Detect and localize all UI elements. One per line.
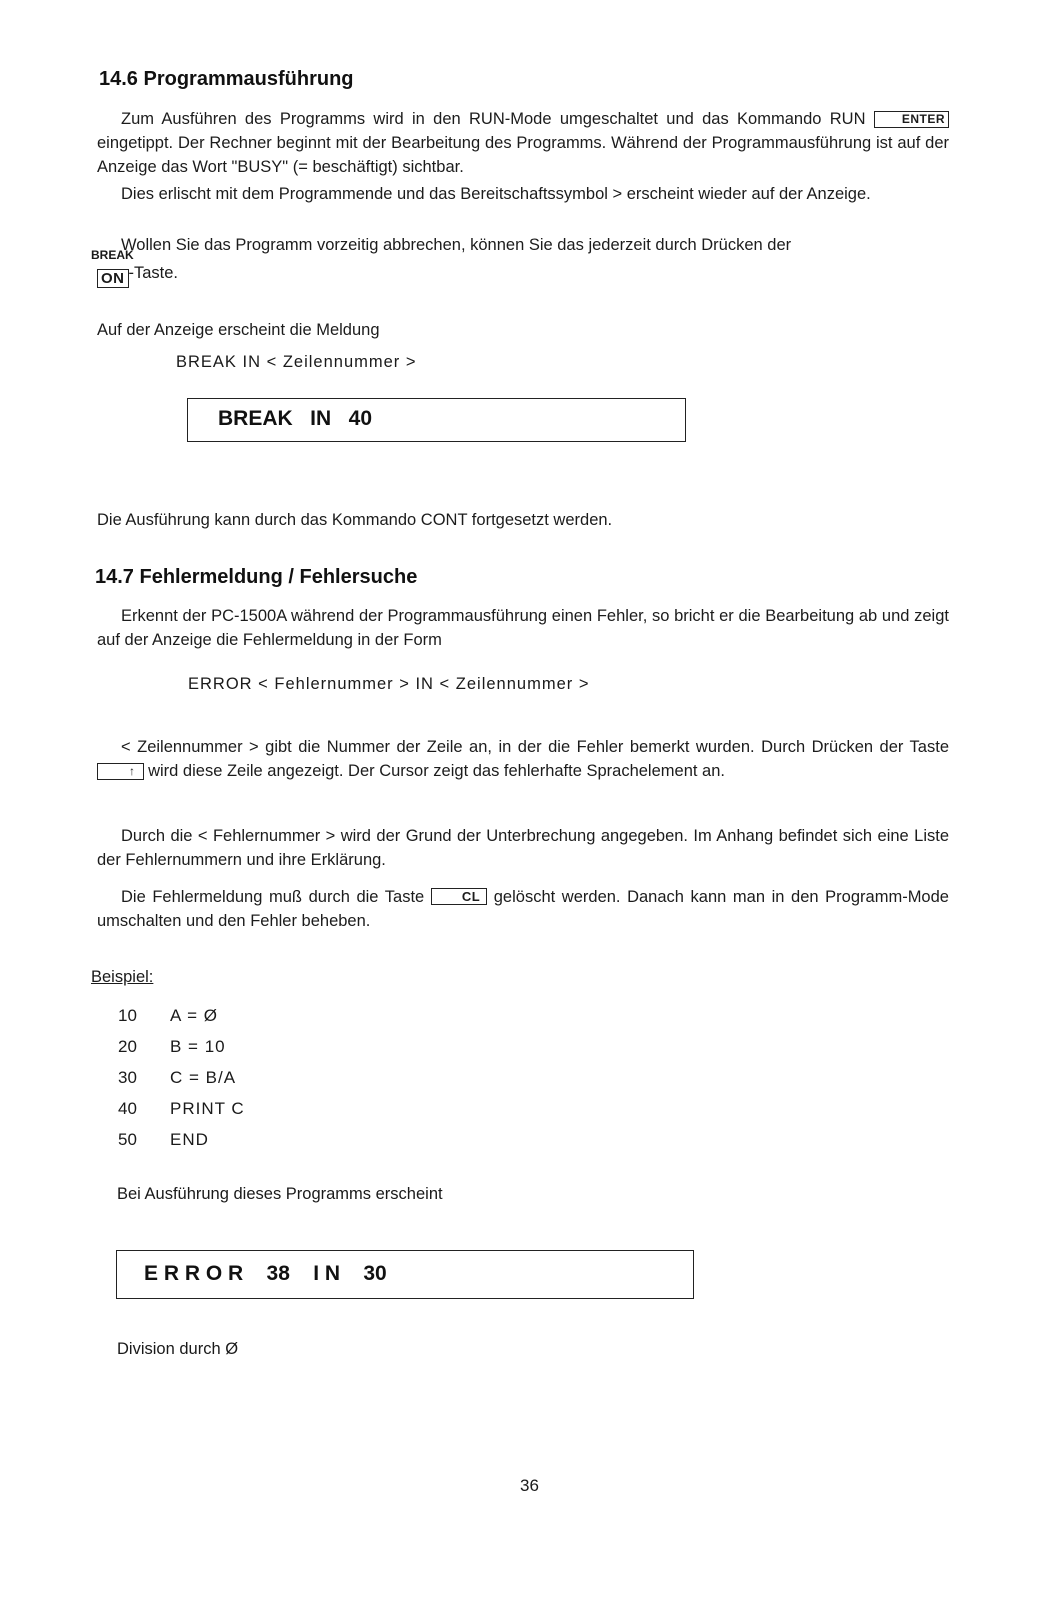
program-listing (118, 1000, 245, 1155)
paragraph-run-mode (97, 107, 949, 179)
lcd-display-break (187, 398, 686, 442)
lcd-display-error-text: E R R O R 38 I N 30 (144, 1262, 387, 1285)
line-number: 30 (118, 1068, 137, 1087)
line-number: 20 (118, 1037, 137, 1056)
example-label: Beispiel: (91, 968, 154, 986)
paragraph-error-number: Durch die < Fehlernummer > wird der Grund der Unterbrechung angegeben. Im Anhang befindet sich eine Liste der Fehlernummern und ihre Erklärung. (97, 827, 949, 869)
error-format: ERROR < Fehlernummer > IN < Zeilennummer > (188, 675, 590, 693)
line-code: C = B/A (170, 1068, 237, 1087)
program-line (118, 1093, 245, 1124)
page-number: 36 (520, 1476, 539, 1495)
paragraph-line-number-text-b: wird diese Zeile angezeigt. Der Cursor zeigt das fehlerhafte Sprachelement an. (148, 762, 725, 780)
paragraph-ready-symbol: Dies erlischt mit dem Programmende und das Bereitschaftssymbol > erscheint wieder auf der Anzeige. (121, 185, 871, 203)
cl-key: CL (431, 888, 487, 905)
up-arrow-key: ↑ (97, 763, 144, 780)
line-number: 40 (118, 1099, 137, 1118)
program-line (118, 1062, 245, 1093)
paragraph-line-number-text-a: < Zeilennummer > gibt die Nummer der Zeile an, in der die Fehler bemerkt wurden. Durch Drücken der Taste (121, 738, 949, 756)
program-line (118, 1124, 245, 1155)
taste-suffix: -Taste. (128, 264, 179, 282)
section-heading-14-7: 14.7 Fehlermeldung / Fehlersuche (95, 566, 418, 588)
program-line (118, 1000, 245, 1031)
program-line (118, 1031, 245, 1062)
paragraph-run-mode-text-a: Zum Ausführen des Programms wird in den RUN-Mode umgeschaltet und das Kommando RUN (121, 110, 866, 128)
break-key-label: BREAK (91, 248, 134, 262)
paragraph-error-detect: Erkennt der PC-1500A während der Programmausführung einen Fehler, so bricht er die Bearbeitung ab und zeigt auf der Anzeige die Fehlermeldung in der Form (97, 607, 949, 649)
paragraph-clear-error-text-a: Die Fehlermeldung muß durch die Taste (121, 888, 425, 906)
line-number: 10 (118, 1006, 137, 1025)
paragraph-program-output: Bei Ausführung dieses Programms erscheint (117, 1185, 443, 1203)
line-number: 50 (118, 1130, 137, 1149)
break-format: BREAK IN < Zeilennummer > (176, 353, 417, 371)
line-code: END (170, 1130, 209, 1149)
line-code: PRINT C (170, 1099, 245, 1118)
paragraph-clear-error-text-b: gelöscht werden. Danach kann man in den Programm-Mode umschalten und den Fehler beheben. (97, 888, 949, 930)
paragraph-clear-error (97, 885, 949, 933)
paragraph-run-mode-text-b: eingetippt. Der Rechner beginnt mit der Bearbeitung des Programms. Während der Programmausführung ist auf der Anzeige das Wort "BUSY" (= beschäftigt) sichtbar. (97, 134, 949, 176)
division-note: Division durch Ø (117, 1340, 239, 1358)
lcd-display-error (116, 1250, 694, 1299)
lcd-display-break-text: BREAK IN 40 (218, 407, 373, 430)
paragraph-break-hint: Wollen Sie das Programm vorzeitig abbrechen, können Sie das jederzeit durch Drücken der (121, 236, 792, 254)
enter-key: ENTER (874, 111, 949, 128)
section-heading-14-6: 14.6 Programmausführung (99, 68, 354, 90)
paragraph-cont: Die Ausführung kann durch das Kommando CONT fortgesetzt werden. (97, 511, 613, 529)
line-code: B = 10 (170, 1037, 226, 1056)
paragraph-message: Auf der Anzeige erscheint die Meldung (97, 321, 380, 339)
on-key-line (97, 264, 178, 289)
on-key: ON (97, 269, 129, 288)
line-code: A = Ø (170, 1006, 218, 1025)
paragraph-line-number (97, 735, 949, 783)
